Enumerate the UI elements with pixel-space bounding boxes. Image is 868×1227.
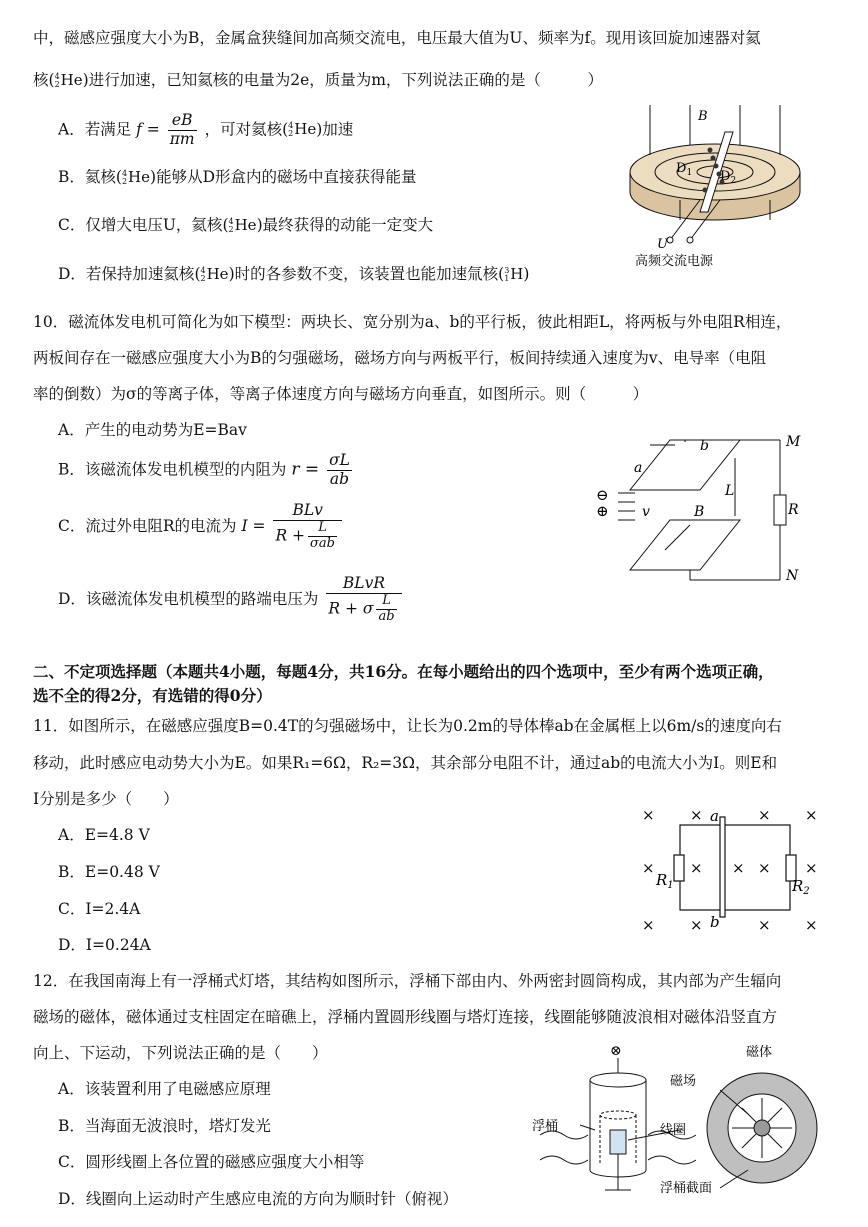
svg-text:×: × bbox=[690, 806, 703, 824]
mhd-b-label: b bbox=[700, 438, 709, 454]
mhd-minus-icon: ⊖ bbox=[596, 486, 609, 504]
h3-nucleus: 3 1H bbox=[504, 265, 524, 283]
lamp-icon: ⊗ bbox=[610, 1043, 622, 1059]
svg-text:×: × bbox=[758, 859, 771, 877]
q9-option-a[interactable]: A．若满足 f = $\frac{eB}{\pi m}$ ，可对氦核(4 2He)加速 bbox=[58, 111, 354, 148]
svg-text:×: × bbox=[805, 806, 818, 824]
svg-text:×: × bbox=[690, 916, 703, 934]
q10-stem-line3: 率的倒数）为σ的等离子体，等离子体速度方向与磁场方向垂直，如图所示。则（ ） bbox=[33, 385, 649, 403]
q11-stem-line2: 移动，此时感应电动势大小为E。如果R₁=6Ω，R₂=3Ω，其余部分电阻不计，通过ab的电流大小为I。则E和 bbox=[33, 754, 778, 772]
q10-option-d[interactable]: D．该磁流体发电机模型的路端电压为 BLvR R + σ $\frac{L}{ab}$ bbox=[58, 575, 405, 625]
field-label: 磁场 bbox=[670, 1074, 697, 1089]
svg-text:×: × bbox=[732, 859, 745, 877]
svg-text:×: × bbox=[642, 806, 655, 824]
q10-option-a[interactable]: A．产生的电动势为E=Bav bbox=[58, 421, 247, 439]
cyclotron-b-label: B bbox=[698, 109, 708, 124]
svg-text:×: × bbox=[690, 859, 703, 877]
rod-a-label: a bbox=[710, 807, 719, 825]
q12-option-a[interactable]: A．该装置利用了电磁感应原理 bbox=[58, 1080, 271, 1098]
q10-c-fraction: BLv R + $\frac{L}{\text{σab}}$ bbox=[273, 502, 342, 552]
q9-a-fraction: $\frac{eB}{\pi m}$ bbox=[169, 111, 195, 148]
cyclotron-d2-label: $D_2$ bbox=[720, 169, 737, 186]
buoy-label: 浮桶 bbox=[532, 1119, 559, 1134]
q12-stem-line1: 12．在我国南海上有一浮桶式灯塔，其结构如图所示，浮桶下部由内、外两密封圆筒构成，其内部为产生辐向 bbox=[33, 972, 782, 990]
svg-text:×: × bbox=[642, 859, 655, 877]
cyclotron-d1-label: $D_1$ bbox=[676, 161, 693, 178]
q9-option-c[interactable]: C．仅增大电压U，氦核(4 2He)最终获得的动能一定变大 bbox=[58, 216, 434, 234]
q12-option-b[interactable]: B．当海面无波浪时，塔灯发光 bbox=[58, 1117, 271, 1135]
r1-label: $R_1$ bbox=[656, 871, 674, 891]
svg-text:×: × bbox=[805, 916, 818, 934]
coil-label: 线圈 bbox=[660, 1123, 687, 1138]
q11-option-b[interactable]: B．E=0.48 V bbox=[58, 863, 160, 881]
svg-text:×: × bbox=[642, 916, 655, 934]
q10-stem-line2: 两板间存在一磁感应强度大小为B的匀强磁场，磁场方向与两板平行，板间持续通入速度为v、电导率（电阻 bbox=[33, 349, 767, 367]
mhd-r-label: R bbox=[788, 502, 799, 518]
q9-stem-line1: 中，磁感应强度大小为B，金属盒狭缝间加高频交流电，电压最大值为U、频率为f。现用该回旋加速器对氦 bbox=[33, 29, 761, 47]
r2-label: $R_2$ bbox=[792, 877, 810, 897]
q12-stem-line2: 磁场的磁体，磁体通过支柱固定在暗礁上，浮桶内置圆形线圈与塔灯连接，线圈能够随波浪相对磁体沿竖直方 bbox=[33, 1008, 778, 1026]
q9-stem-line2-post: 进行加速，已知氦核的电量为2e，质量为m，下列说法正确的是（ ） bbox=[88, 71, 603, 89]
q10-d-fraction: BLvR R + σ $\frac{L}{ab}$ bbox=[326, 575, 401, 625]
svg-text:×: × bbox=[758, 916, 771, 934]
svg-text:×: × bbox=[805, 859, 818, 877]
svg-text:×: × bbox=[758, 806, 771, 824]
q10-b-fraction: $\frac{\sigma L}{ab}$ bbox=[329, 451, 350, 488]
magnet-label: 磁体 bbox=[746, 1045, 773, 1060]
mhd-l-label: L bbox=[725, 483, 735, 499]
q11-stem-line3: I分别是多少（ ） bbox=[33, 790, 179, 808]
mhd-plus-icon: ⊕ bbox=[596, 502, 609, 520]
q11-stem-line1: 11．如图所示，在磁感应强度B=0.4T的匀强磁场中，让长为0.2m的导体棒ab在金属框上以6m/s的速度向右 bbox=[33, 717, 782, 735]
cyclotron-figure bbox=[620, 100, 810, 270]
section2-heading-line2: 选不全的得2分，有选错的得0分） bbox=[33, 686, 272, 705]
mhd-m-label: M bbox=[786, 434, 801, 450]
q9-option-b[interactable]: B．氦核(4 2He)能够从D形盒内的磁场中直接获得能量 bbox=[58, 168, 417, 186]
rod-b-label: b bbox=[710, 913, 720, 931]
q12-stem-line3: 向上、下运动，下列说法正确的是（ ） bbox=[33, 1044, 328, 1062]
q11-option-d[interactable]: D．I=0.24A bbox=[58, 936, 151, 954]
cyclotron-caption: 高频交流电源 bbox=[635, 254, 714, 269]
q10-option-b[interactable]: B．该磁流体发电机模型的内阻为 r = $\frac{\sigma L}{ab}$ bbox=[58, 451, 350, 488]
q12-option-d[interactable]: D．线圈向上运动时产生感应电流的方向为顺时针（俯视） bbox=[58, 1190, 458, 1208]
buoy-section-label: 浮桶截面 bbox=[660, 1181, 713, 1196]
mhd-bfield-label: B bbox=[694, 504, 705, 520]
q10-stem-line1: 10．磁流体发电机可简化为如下模型：两块长、宽分别为a、b的平行板，彼此相距L，将两板与外电阻R相连， bbox=[33, 313, 792, 331]
mhd-v-label: v bbox=[642, 504, 650, 520]
rod-frame-figure bbox=[640, 805, 820, 940]
q9-stem-line2: 核(4 2He)进行加速，已知氦核的电量为2e，质量为m，下列说法正确的是（ ） bbox=[33, 71, 603, 89]
buoy-figure bbox=[530, 1040, 830, 1215]
mhd-generator-figure bbox=[590, 430, 820, 590]
mhd-a-label: a bbox=[634, 460, 643, 476]
he-nucleus: 4 2He bbox=[54, 71, 83, 89]
q11-option-a[interactable]: A．E=4.8 V bbox=[58, 826, 150, 844]
section2-heading-line1: 二、不定项选择题（本题共4小题，每题4分，共16分。在每小题给出的四个选项中，至少有两个选项正确， bbox=[33, 662, 774, 681]
mhd-n-label: N bbox=[786, 568, 799, 584]
q11-option-c[interactable]: C．I=2.4A bbox=[58, 900, 141, 918]
q12-option-c[interactable]: C．圆形线圈上各位置的磁感应强度大小相等 bbox=[58, 1153, 365, 1171]
q10-option-c[interactable]: C．流过外电阻R的电流为 I = BLv R + $\frac{L}{\text{σab}}$ bbox=[58, 502, 345, 552]
q9-option-d[interactable]: D．若保持加速氦核(4 2He)时的各参数不变，该装置也能加速氚核(3 1H) bbox=[58, 265, 530, 283]
cyclotron-u-label: U bbox=[657, 237, 668, 252]
q9-stem-line2-pre: 核 bbox=[33, 71, 49, 89]
